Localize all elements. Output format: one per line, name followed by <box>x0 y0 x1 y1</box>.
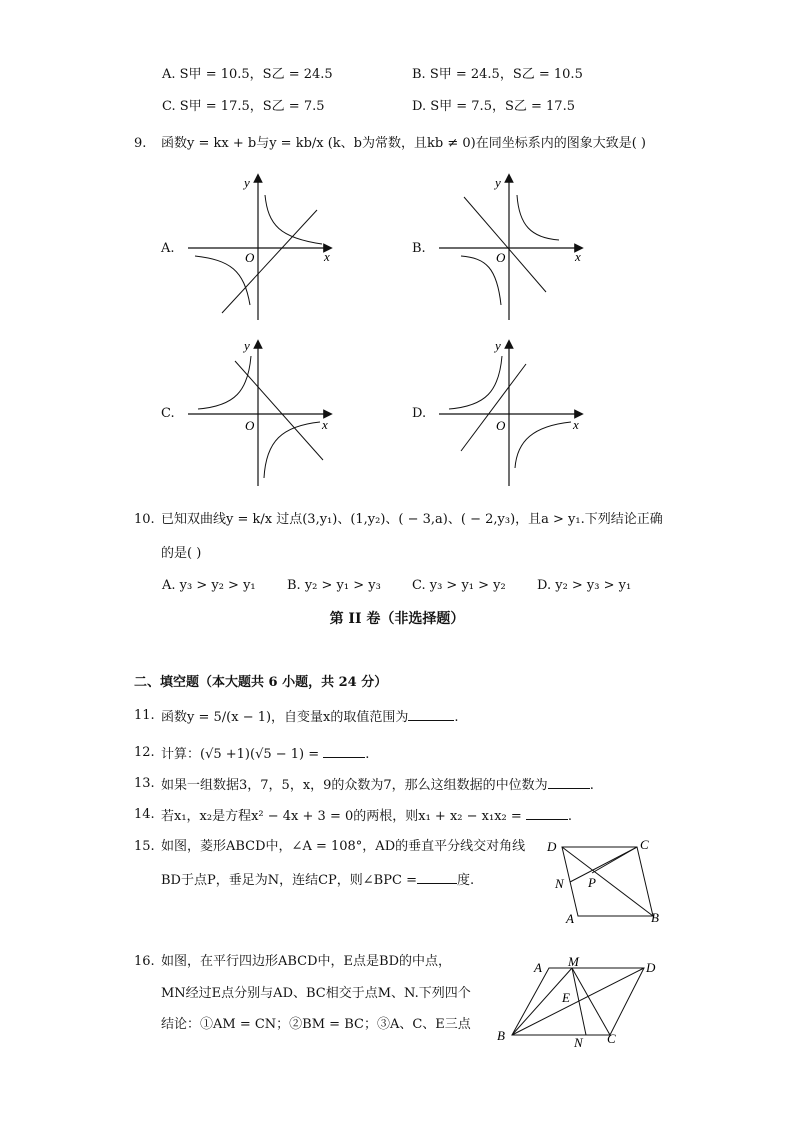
q9-text: 函数y = kx + b与y = kb/x (k、b为常数，且kb ≠ 0)在同坐标系内的图象大致是( ) <box>161 136 646 151</box>
q15-line1: 如图，菱形ABCD中，∠A = 108°，AD的垂直平分线交对角线 <box>161 839 526 854</box>
q11-number: 11. <box>134 708 155 723</box>
label-c: C <box>640 837 649 852</box>
label-a: A <box>534 960 542 975</box>
line-graph <box>464 197 546 292</box>
q8-option-d: D. S甲 = 7.5，S乙 = 17.5 <box>412 99 575 114</box>
q10-number: 10. <box>134 512 155 527</box>
q13-row: 如果一组数据3，7，5，x，9的众数为7，那么这组数据的中位数为 . <box>161 778 594 793</box>
line-graph <box>461 364 526 451</box>
q13-answer-blank[interactable] <box>548 776 590 789</box>
q9-number: 9. <box>134 136 147 151</box>
q14-text: 若x₁，x₂是方程x² − 4x + 3 = 0的两根，则x₁ + x₂ − x₁x₂ = <box>161 809 522 824</box>
q9-graph-c <box>180 336 340 491</box>
label-p: P <box>588 875 596 890</box>
hyperbola-branch-2 <box>461 256 501 305</box>
q11-answer-blank[interactable] <box>408 708 454 721</box>
x-axis-label: x <box>322 417 328 432</box>
q15-answer-blank[interactable] <box>417 871 457 884</box>
q9-label-c: C. <box>161 406 175 421</box>
label-a: A <box>566 911 574 926</box>
label-d: D <box>547 839 557 854</box>
x-axis-label: x <box>573 417 579 432</box>
q16-line1: 如图，在平行四边形ABCD中，E点是BD的中点， <box>161 954 452 969</box>
q14-row: 若x₁，x₂是方程x² − 4x + 3 = 0的两根，则x₁ + x₂ − x₁x₂ = . <box>161 809 573 824</box>
hyperbola-branch-2 <box>195 256 250 305</box>
q14-answer-blank[interactable] <box>526 807 568 820</box>
q13-text: 如果一组数据3，7，5，x，9的众数为7，那么这组数据的中位数为 <box>161 778 548 793</box>
q10-option-b: B. y₂ > y₁ > y₃ <box>287 578 381 593</box>
label-m: M <box>568 954 579 969</box>
label-b: B <box>651 910 659 925</box>
label-n: N <box>555 876 564 891</box>
origin-label: O <box>245 418 255 433</box>
hyperbola-branch-1 <box>265 195 322 244</box>
label-e: E <box>562 990 570 1005</box>
y-axis-label: y <box>244 338 250 353</box>
q16-line3: 结论：①AM = CN；②BM = BC；③A、C、E三点 <box>161 1017 471 1032</box>
q12-row: 计算：(√5 +1)(√5 − 1) = . <box>161 747 370 762</box>
label-n: N <box>574 1035 583 1048</box>
y-axis-label: y <box>495 175 501 190</box>
hyperbola-branch-2 <box>264 422 320 478</box>
q15-rhombus-figure <box>540 836 670 928</box>
section-2-heading: 二、填空题（本大题共 6 小题，共 24 分） <box>134 675 388 690</box>
part-2-title: 第 II 卷（非选择题） <box>329 611 465 627</box>
line-graph <box>222 210 317 313</box>
q9-label-d: D. <box>412 406 427 421</box>
q15-line2: BD于点P，垂足为N，连结CP，则∠BPC = <box>161 873 417 888</box>
q15-suffix: 度. <box>456 873 475 888</box>
q8-option-c: C. S甲 = 17.5，S乙 = 7.5 <box>162 99 325 114</box>
y-axis-label: y <box>495 338 501 353</box>
q9-graph-a <box>180 170 340 325</box>
hyperbola-branch-1 <box>517 195 559 240</box>
hyperbola-branch-1 <box>449 356 502 409</box>
q11-text: 函数y = 5/(x − 1)，自变量x的取值范围为 <box>161 710 409 725</box>
q10-text-line2: 的是( ) <box>161 546 202 561</box>
origin-label: O <box>496 418 506 433</box>
line-graph <box>235 361 323 460</box>
label-b: B <box>497 1028 505 1043</box>
q9-graph-b <box>431 170 591 325</box>
x-axis-label: x <box>575 249 581 264</box>
hyperbola-branch-1 <box>198 356 251 409</box>
q8-option-a: A. S甲 = 10.5，S乙 = 24.5 <box>162 67 333 82</box>
q9-graph-d <box>431 336 591 491</box>
q14-number: 14. <box>134 807 155 822</box>
hyperbola-branch-2 <box>515 422 571 468</box>
q9-label-b: B. <box>412 241 426 256</box>
q16-number: 16. <box>134 954 155 969</box>
q9-label-a: A. <box>161 241 175 256</box>
y-axis-label: y <box>244 175 250 190</box>
q10-text-line1: 已知双曲线y = k/x 过点(3,y₁)、(1,y₂)、( − 3,a)、( − 2,y₃)，且a > y₁.下列结论正确 <box>161 512 663 527</box>
q16-parallelogram-figure <box>494 950 664 1048</box>
q10-option-c: C. y₃ > y₁ > y₂ <box>412 578 506 593</box>
q10-option-a: A. y₃ > y₂ > y₁ <box>162 578 256 593</box>
x-axis-label: x <box>324 249 330 264</box>
q12-number: 12. <box>134 745 155 760</box>
segment-cp <box>592 847 637 873</box>
q10-option-d: D. y₂ > y₃ > y₁ <box>537 578 632 593</box>
origin-label: O <box>245 250 255 265</box>
q13-number: 13. <box>134 776 155 791</box>
q11-row: 函数y = 5/(x − 1)，自变量x的取值范围为 . <box>161 710 459 725</box>
q8-option-b: B. S甲 = 24.5，S乙 = 10.5 <box>412 67 583 82</box>
origin-label: O <box>496 250 506 265</box>
segment-mn <box>572 968 586 1035</box>
label-d: D <box>646 960 656 975</box>
q15-line2-row <box>161 871 474 889</box>
q16-line2: MN经过E点分别与AD、BC相交于点M、N.下列四个 <box>161 986 471 1001</box>
label-c: C <box>607 1031 616 1046</box>
q12-text: 计算：(√5 +1)(√5 − 1) = <box>161 747 320 762</box>
q12-answer-blank[interactable] <box>323 745 365 758</box>
q15-number: 15. <box>134 839 155 854</box>
